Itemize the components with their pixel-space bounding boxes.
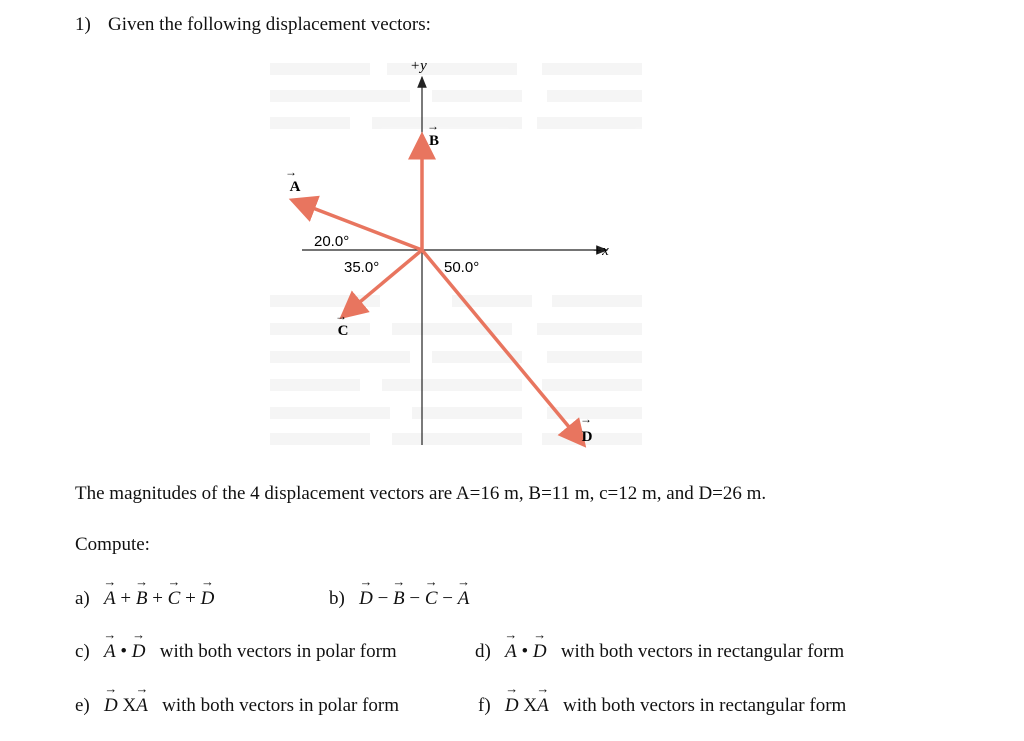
part-c-expression: → A • → D	[104, 641, 146, 662]
compute-label: Compute:	[75, 534, 150, 555]
problem-heading: Given the following displacement vectors:	[108, 14, 431, 35]
part-d	[475, 642, 844, 661]
label-d	[580, 412, 593, 445]
label-a	[285, 165, 301, 195]
part-e-text: with both vectors in polar form	[162, 695, 400, 716]
part-d-text: with both vectors in rectangular form	[560, 641, 845, 662]
part-d-expression: → A • → D	[505, 641, 547, 662]
part-a-expression: → A + → B + → C + → D	[104, 588, 214, 609]
part-e-expression: → D X→ A	[104, 695, 148, 716]
label-b	[427, 119, 439, 149]
y-axis-label: +y	[410, 58, 427, 74]
svg-text:→: →	[427, 119, 439, 133]
faint-background-texture	[270, 63, 642, 445]
part-a	[75, 589, 214, 608]
part-d-label: d)	[475, 641, 491, 662]
part-f-text: with both vectors in rectangular form	[562, 695, 847, 716]
part-e-label: e)	[75, 695, 90, 716]
part-c-label: c)	[75, 641, 90, 662]
part-f	[478, 696, 846, 715]
svg-text:→: →	[335, 309, 347, 323]
part-c	[75, 642, 397, 661]
svg-text:D: D	[581, 429, 593, 445]
angle-label-a: 20.0°	[314, 233, 350, 250]
problem-number: 1)	[75, 14, 91, 35]
part-b-expression: → D − → B − → C − → A	[359, 588, 469, 609]
label-c	[335, 309, 348, 339]
svg-text:A: A	[289, 179, 301, 195]
svg-text:C: C	[337, 323, 349, 339]
vector-a	[292, 200, 422, 250]
part-c-text: with both vectors in polar form	[159, 641, 397, 662]
vector-diagram	[262, 55, 652, 450]
angle-label-d: 50.0°	[444, 259, 480, 276]
part-f-label: f)	[478, 695, 491, 716]
svg-text:B: B	[428, 133, 440, 149]
angle-label-c: 35.0°	[344, 259, 380, 276]
x-axis-label: +x	[592, 243, 609, 259]
part-f-expression: → D X→ A	[505, 695, 549, 716]
part-e	[75, 696, 399, 715]
magnitudes-text: The magnitudes of the 4 displacement vectors are A=16 m, B=11 m, c=12 m, and D=26 m.	[75, 483, 767, 504]
part-b	[329, 589, 469, 608]
part-a-label: a)	[75, 588, 90, 609]
part-b-label: b)	[329, 588, 345, 609]
svg-text:→: →	[580, 412, 592, 426]
svg-text:→: →	[285, 165, 297, 179]
